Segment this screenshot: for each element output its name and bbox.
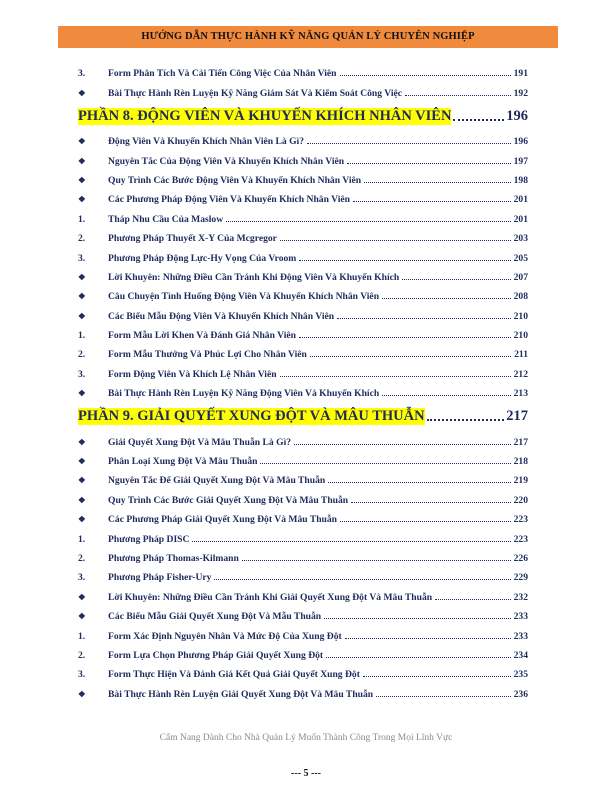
dot-leader xyxy=(280,375,511,377)
dot-leader xyxy=(260,462,510,464)
diamond-bullet-icon: ❖ xyxy=(78,310,86,321)
dot-leader xyxy=(340,74,511,76)
dot-leader xyxy=(299,336,511,338)
toc-entry[interactable] xyxy=(78,341,528,360)
entry-title: Form Xác Định Nguyên Nhân Và Mức Độ Của Xung Đột xyxy=(108,630,342,642)
entry-number: 3. xyxy=(78,368,86,380)
diamond-bullet-icon: ❖ xyxy=(78,291,86,302)
toc-entry[interactable] xyxy=(78,564,528,583)
diamond-bullet-icon: ❖ xyxy=(78,174,86,185)
entry-page-number: 208 xyxy=(513,291,528,303)
page-number: --- 5 --- xyxy=(291,768,321,779)
dot-leader xyxy=(435,598,511,600)
entry-title: Lời Khuyên: Những Điều Cần Tránh Khi Động Viên Và Khuyến Khích xyxy=(108,271,400,283)
dot-leader xyxy=(226,220,510,222)
entry-page-number: 201 xyxy=(513,213,528,225)
toc-entry[interactable] xyxy=(78,205,528,224)
diamond-bullet-icon: ❖ xyxy=(78,688,86,699)
dot-leader xyxy=(347,162,511,164)
dot-leader xyxy=(340,520,511,522)
entry-title: Các Phương Pháp Động Viên Và Khuyến Khích Nhân Viên xyxy=(108,194,350,206)
entry-title: Nguyên Tắc Để Giải Quyết Xung Đột Và Mâu Thuẫn xyxy=(108,475,326,487)
toc-entry[interactable] xyxy=(78,302,528,321)
entry-page-number: 233 xyxy=(513,611,528,623)
toc-entry[interactable] xyxy=(78,525,528,544)
dot-leader xyxy=(351,501,510,503)
toc-entry[interactable] xyxy=(78,225,528,244)
toc-entry[interactable] xyxy=(78,428,528,447)
entry-title: Phương Pháp DISC xyxy=(108,533,190,545)
entry-title: Các Phương Pháp Giải Quyết Xung Đột Và Mâu Thuẫn xyxy=(108,514,338,526)
entry-page-number: 217 xyxy=(513,436,528,448)
toc-entry[interactable] xyxy=(78,545,528,564)
entry-page-number: 207 xyxy=(513,271,528,283)
entry-number: 1. xyxy=(78,213,86,225)
toc-entry[interactable] xyxy=(78,60,528,79)
dot-leader xyxy=(453,118,504,121)
toc-entry[interactable] xyxy=(78,128,528,147)
entry-title: Phương Pháp Thuyết X-Y Của Mcgregor xyxy=(108,233,277,245)
diamond-bullet-icon: ❖ xyxy=(78,388,86,399)
footer-text: Cẩm Nang Dành Cho Nhà Quản Lý Muốn Thành Công Trong Mọi Lĩnh Vực xyxy=(159,733,453,743)
entry-number: 3. xyxy=(78,669,86,681)
entry-title: Các Biểu Mẫu Động Viên Và Khuyến Khích Nhân Viên xyxy=(108,310,335,322)
dot-leader xyxy=(345,637,511,639)
dot-leader xyxy=(382,297,511,299)
entry-page-number: 205 xyxy=(513,252,528,264)
entry-title: Form Mẫu Lời Khen Và Đánh Giá Nhân Viên xyxy=(108,330,296,342)
entry-page-number: 219 xyxy=(513,475,528,487)
entry-number: 2. xyxy=(78,233,86,245)
entry-page-number: 235 xyxy=(513,669,528,681)
entry-title: Câu Chuyện Tình Huống Động Viên Và Khuyến Khích Nhân Viên xyxy=(108,291,380,303)
dot-leader xyxy=(294,443,511,445)
diamond-bullet-icon: ❖ xyxy=(78,87,86,98)
toc-entry[interactable] xyxy=(78,380,528,399)
diamond-bullet-icon: ❖ xyxy=(78,611,86,622)
dot-leader xyxy=(326,656,510,658)
entry-title: Quy Trình Các Bước Giải Quyết Xung Đột Và Mâu Thuẫn xyxy=(108,494,349,506)
dot-leader xyxy=(299,259,510,261)
entry-title: Bài Thực Hành Rèn Luyện Giải Quyết Xung Đột Và Mâu Thuẫn xyxy=(108,688,374,700)
entry-title: Form Mẫu Thưởng Và Phúc Lợi Cho Nhân Viên xyxy=(108,349,307,361)
dot-leader xyxy=(363,675,511,677)
toc-entry[interactable] xyxy=(78,467,528,486)
entry-page-number: 223 xyxy=(513,514,528,526)
toc-entry[interactable] xyxy=(78,322,528,341)
dot-leader xyxy=(214,578,510,580)
entry-title: Bài Thực Hành Rèn Luyện Kỹ Năng Giám Sát Và Kiểm Soát Công Việc xyxy=(108,87,403,99)
entry-title: Quy Trình Các Bước Động Viên Và Khuyến Khích Nhân Viên xyxy=(108,174,362,186)
entry-number: 2. xyxy=(78,649,86,661)
toc-entry[interactable] xyxy=(78,486,528,505)
table-of-contents xyxy=(78,60,528,700)
dot-leader xyxy=(427,418,505,421)
entry-page-number: 203 xyxy=(513,233,528,245)
entry-title: Phương Pháp Thomas-Kilmann xyxy=(108,552,239,564)
entry-title: Phương Pháp Động Lực-Hy Vọng Của Vroom xyxy=(108,252,297,264)
toc-entry[interactable] xyxy=(78,167,528,186)
entry-title: Form Thực Hiện Và Đánh Giá Kết Quả Giải Quyết Xung Đột xyxy=(108,669,360,681)
entry-page-number: 226 xyxy=(513,552,528,564)
diamond-bullet-icon: ❖ xyxy=(78,136,86,147)
entry-title: Động Viên Và Khuyến Khích Nhân Viên Là Gì? xyxy=(108,136,305,148)
section-page-number: 217 xyxy=(506,408,528,425)
entry-page-number: 192 xyxy=(513,87,528,99)
entry-page-number: 232 xyxy=(513,591,528,603)
diamond-bullet-icon: ❖ xyxy=(78,591,86,602)
entry-number: 1. xyxy=(78,533,86,545)
dot-leader xyxy=(280,239,511,241)
entry-title: Nguyên Tắc Của Động Viên Và Khuyến Khích Nhân Viên xyxy=(108,155,345,167)
dot-leader xyxy=(376,695,510,697)
dot-leader xyxy=(337,317,510,319)
dot-leader xyxy=(364,181,511,183)
toc-entry[interactable] xyxy=(78,506,528,525)
dot-leader xyxy=(328,481,510,483)
diamond-bullet-icon: ❖ xyxy=(78,436,86,447)
dot-leader xyxy=(353,200,511,202)
dot-leader xyxy=(192,540,510,542)
entry-number: 2. xyxy=(78,552,86,564)
toc-entry[interactable] xyxy=(78,244,528,263)
entry-title: Tháp Nhu Cầu Của Maslow xyxy=(108,213,224,225)
section-page-number: 196 xyxy=(506,107,528,124)
entry-title: Phương Pháp Fisher-Ury xyxy=(108,572,212,584)
toc-entry[interactable] xyxy=(78,661,528,680)
entry-number: 1. xyxy=(78,330,86,342)
entry-page-number: 201 xyxy=(513,194,528,206)
entry-page-number: 211 xyxy=(514,349,528,361)
diamond-bullet-icon: ❖ xyxy=(78,514,86,525)
entry-title: Form Lựa Chọn Phương Pháp Giải Quyết Xung Đột xyxy=(108,649,324,661)
toc-entry[interactable] xyxy=(78,680,528,699)
entry-page-number: 223 xyxy=(513,533,528,545)
entry-page-number: 212 xyxy=(513,368,528,380)
toc-entry[interactable] xyxy=(78,79,528,98)
entry-page-number: 210 xyxy=(513,310,528,322)
toc-entry[interactable] xyxy=(78,583,528,602)
entry-page-number: 197 xyxy=(513,155,528,167)
diamond-bullet-icon: ❖ xyxy=(78,494,86,505)
entry-page-number: 220 xyxy=(513,494,528,506)
entry-title: Form Động Viên Và Khích Lệ Nhân Viên xyxy=(108,368,277,380)
entry-page-number: 229 xyxy=(513,572,528,584)
entry-number: 3. xyxy=(78,252,86,264)
entry-page-number: 234 xyxy=(513,649,528,661)
entry-title: Form Phân Tích Và Cải Tiến Công Việc Của Nhân Viên xyxy=(108,68,337,80)
section-title: PHẦN 9. GIẢI QUYẾT XUNG ĐỘT VÀ MÂU THUẪN xyxy=(78,408,425,425)
toc-entry[interactable] xyxy=(78,283,528,302)
diamond-bullet-icon: ❖ xyxy=(78,456,86,467)
entry-title: Bài Thực Hành Rèn Luyện Kỹ Năng Động Viên Và Khuyến Khích xyxy=(108,388,380,400)
toc-entry[interactable] xyxy=(78,622,528,641)
entry-title: Giải Quyết Xung Đột Và Mâu Thuẫn Là Gì? xyxy=(108,436,292,448)
diamond-bullet-icon: ❖ xyxy=(78,155,86,166)
entry-page-number: 198 xyxy=(513,174,528,186)
dot-leader xyxy=(402,278,510,280)
entry-page-number: 233 xyxy=(513,630,528,642)
dot-leader xyxy=(307,142,511,144)
entry-page-number: 213 xyxy=(513,388,528,400)
entry-page-number: 191 xyxy=(513,68,528,80)
entry-title: Phân Loại Xung Đột Và Mâu Thuẫn xyxy=(108,456,258,468)
diamond-bullet-icon: ❖ xyxy=(78,475,86,486)
toc-entry[interactable] xyxy=(78,186,528,205)
section-title: PHẦN 8. ĐỘNG VIÊN VÀ KHUYẾN KHÍCH NHÂN VIÊN xyxy=(78,107,452,124)
entry-number: 2. xyxy=(78,349,86,361)
page-header: HƯỚNG DẪN THỰC HÀNH KỸ NĂNG QUẢN LÝ CHUYÊN NGHIỆP xyxy=(58,26,558,48)
toc-entry[interactable] xyxy=(78,448,528,467)
dot-leader xyxy=(405,94,511,96)
toc-section-heading[interactable] xyxy=(78,101,528,125)
dot-leader xyxy=(242,559,511,561)
entry-page-number: 236 xyxy=(513,688,528,700)
diamond-bullet-icon: ❖ xyxy=(78,194,86,205)
entry-title: Các Biểu Mẫu Giải Quyết Xung Đột Và Mẫu Thuẫn xyxy=(108,611,322,623)
entry-number: 3. xyxy=(78,68,86,80)
entry-title: Lời Khuyên: Những Điều Cần Tránh Khi Giải Quyết Xung Đột Và Mâu Thuẫn xyxy=(108,591,433,603)
diamond-bullet-icon: ❖ xyxy=(78,271,86,282)
entry-number: 1. xyxy=(78,630,86,642)
dot-leader xyxy=(310,355,511,357)
toc-section-heading[interactable] xyxy=(78,401,528,425)
toc-entry[interactable] xyxy=(78,642,528,661)
toc-entry[interactable] xyxy=(78,360,528,379)
entry-page-number: 196 xyxy=(513,136,528,148)
toc-entry[interactable] xyxy=(78,264,528,283)
toc-entry[interactable] xyxy=(78,147,528,166)
dot-leader xyxy=(324,617,510,619)
toc-entry[interactable] xyxy=(78,603,528,622)
entry-page-number: 210 xyxy=(513,330,528,342)
entry-number: 3. xyxy=(78,572,86,584)
dot-leader xyxy=(382,394,510,396)
entry-page-number: 218 xyxy=(513,456,528,468)
